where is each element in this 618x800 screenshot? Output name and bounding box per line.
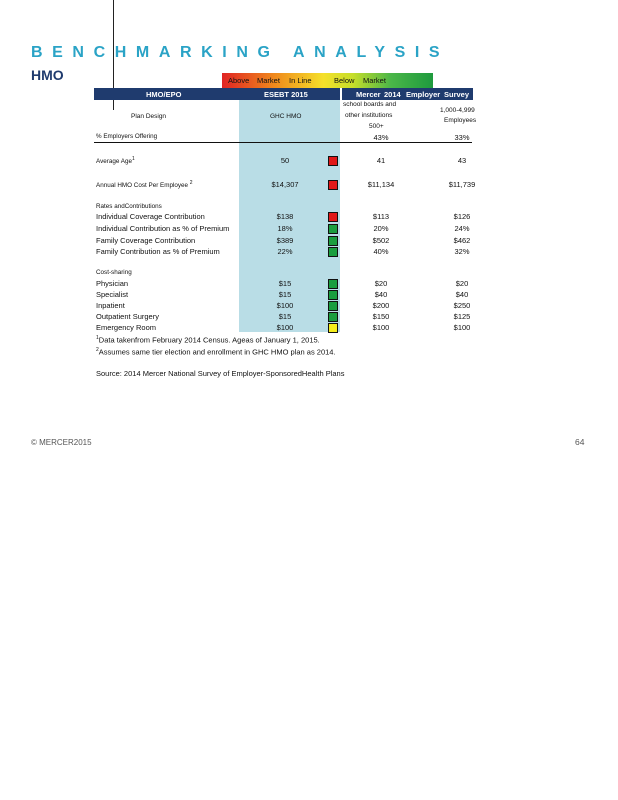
cost-sharing-ghc: $15 (278, 290, 292, 299)
row-cost-label: Annual HMO Cost Per Employee (96, 182, 189, 190)
row-cost-sharing-item (0, 279, 618, 290)
footnote-2-marker: 2 (96, 347, 99, 353)
rates-employees: 24% (454, 224, 470, 233)
cost-sharing-label: Specialist (96, 290, 129, 299)
subheader-school-line-2: other institutions (345, 112, 393, 119)
page-subtitle: HMO (31, 67, 64, 83)
rates-school: $113 (372, 212, 390, 221)
row-cost-footnote: 2 (189, 180, 193, 186)
cost-sharing-ghc: $15 (278, 279, 292, 288)
row-cost-sharing-item (0, 312, 618, 323)
status-indicator-green (328, 290, 338, 300)
status-indicator-green (328, 301, 338, 311)
page-title: BENCHMARKING ANALYSIS (31, 44, 450, 61)
rates-label: Individual Contribution as % of Premium (96, 224, 230, 233)
row-rates-item (0, 212, 618, 223)
row-age-ghc: 50 (280, 156, 290, 165)
cost-sharing-employees: $125 (453, 312, 471, 321)
row-cost-ghc: $14,307 (271, 180, 299, 189)
header-survey-word-3: Employer (406, 90, 441, 99)
rates-employees: $126 (453, 212, 471, 221)
row-pct-employees: 33% (454, 133, 470, 142)
rates-ghc: 18% (277, 224, 293, 233)
header-ghc-cell (239, 88, 340, 100)
row-age-label-wrap (96, 156, 135, 165)
footnote-2 (96, 347, 336, 357)
rates-employees: 32% (454, 247, 470, 256)
status-indicator-red (328, 212, 338, 222)
row-rates-item (0, 247, 618, 258)
row-cost-label-wrap (96, 180, 193, 189)
row-cost-sharing-item (0, 290, 618, 301)
footnote-2-text: Assumes same tier election and enrollment in GHC HMO plan as 2014. (98, 347, 336, 357)
row-cost-sharing-item (0, 323, 618, 334)
rates-school: 20% (373, 224, 389, 233)
rates-label: Family Contribution as % of Premium (96, 247, 220, 256)
subheader-plan-design: Plan Design (131, 113, 167, 120)
cost-sharing-employees: $20 (455, 279, 469, 288)
footnote-1-text: Data takenfrom February 2014 Census. Ageas of January 1, 2015. (98, 335, 320, 345)
divider-line (94, 142, 472, 143)
cost-sharing-employees: $40 (455, 290, 469, 299)
cost-sharing-ghc: $100 (276, 301, 294, 310)
cost-sharing-label: Emergency Room (96, 323, 157, 332)
rates-employees: $462 (453, 236, 471, 245)
status-indicator-yellow (328, 323, 338, 333)
rates-label: Individual Coverage Contribution (96, 212, 205, 221)
footnote-1-marker: 1 (96, 335, 99, 341)
cost-sharing-employees: $250 (453, 301, 471, 310)
subheader-school-line-1: school boards and (343, 101, 397, 108)
row-cost-sharing-item (0, 301, 618, 312)
subheader-ghc-hmo: GHC HMO (270, 113, 302, 120)
header-survey-word-2: 2014 (384, 90, 401, 99)
status-indicator-green (328, 247, 338, 257)
rates-school: 40% (373, 247, 389, 256)
header-ghc-label: ESEBT 2015 (264, 90, 308, 99)
row-pct-label: % Employers Offering (96, 133, 158, 140)
source-note: Source: 2014 Mercer National Survey of Employer-SponsoredHealth Plans (96, 369, 345, 378)
row-pct-school: 43% (373, 133, 389, 142)
row-cost-school: $11,134 (367, 180, 395, 189)
copyright-footer: © MERCER2015 (31, 438, 92, 447)
market-legend-bar (222, 73, 433, 88)
header-survey-word-1: Mercer (356, 90, 381, 99)
cost-sharing-label: Inpatient (96, 301, 125, 310)
cost-sharing-label: Physician (96, 279, 129, 288)
cost-sharing-school: $20 (374, 279, 388, 288)
section-heading-rates: Rates andContributions (96, 203, 162, 210)
rates-label: Family Coverage Contribution (96, 236, 196, 245)
rates-ghc: 22% (277, 247, 293, 256)
status-indicator-red (328, 180, 338, 190)
row-rates-item (0, 224, 618, 235)
legend-label-market-2: Market (363, 76, 386, 85)
legend-label-market: Market (257, 76, 280, 85)
row-annual-cost (0, 180, 618, 192)
cost-sharing-school: $200 (372, 301, 390, 310)
cost-sharing-ghc: $100 (276, 323, 294, 332)
cost-sharing-ghc: $15 (278, 312, 292, 321)
subheader-school-line-3: 500+ (369, 123, 384, 130)
header-survey-word-4: Survey (444, 90, 470, 99)
status-indicator-green (328, 224, 338, 234)
section-heading-cost-sharing: Cost-sharing (96, 269, 132, 276)
header-plan-label: HMO/EPO (146, 90, 182, 99)
row-cost-employees: $11,739 (448, 180, 476, 189)
row-age-school: 41 (376, 156, 386, 165)
row-age-footnote: 1 (131, 156, 135, 162)
status-indicator-green (328, 279, 338, 289)
header-plan-cell (94, 88, 239, 100)
row-average-age (0, 156, 618, 168)
footnote-1 (96, 335, 320, 345)
page-number: 64 (575, 437, 585, 447)
row-age-label: Average Age (96, 158, 132, 166)
rates-ghc: $389 (276, 236, 294, 245)
subheader-emp-line-1: 1,000-4,999 (440, 107, 475, 114)
cost-sharing-school: $150 (372, 312, 390, 321)
legend-label-below: Below (334, 76, 355, 85)
subheader-emp-line-2: Employees (444, 117, 477, 124)
status-indicator-green (328, 236, 338, 246)
row-age-employees: 43 (457, 156, 467, 165)
status-indicator-red (328, 156, 338, 166)
row-rates-item (0, 236, 618, 247)
cost-sharing-label: Outpatient Surgery (96, 312, 159, 321)
legend-label-above: Above (228, 76, 250, 85)
legend-label-in-line: In Line (289, 76, 312, 85)
cost-sharing-employees: $100 (453, 323, 471, 332)
header-survey-cell (342, 88, 473, 100)
cost-sharing-school: $40 (374, 290, 388, 299)
status-indicator-green (328, 312, 338, 322)
cost-sharing-school: $100 (372, 323, 390, 332)
rates-ghc: $138 (276, 212, 294, 221)
rates-school: $502 (372, 236, 390, 245)
